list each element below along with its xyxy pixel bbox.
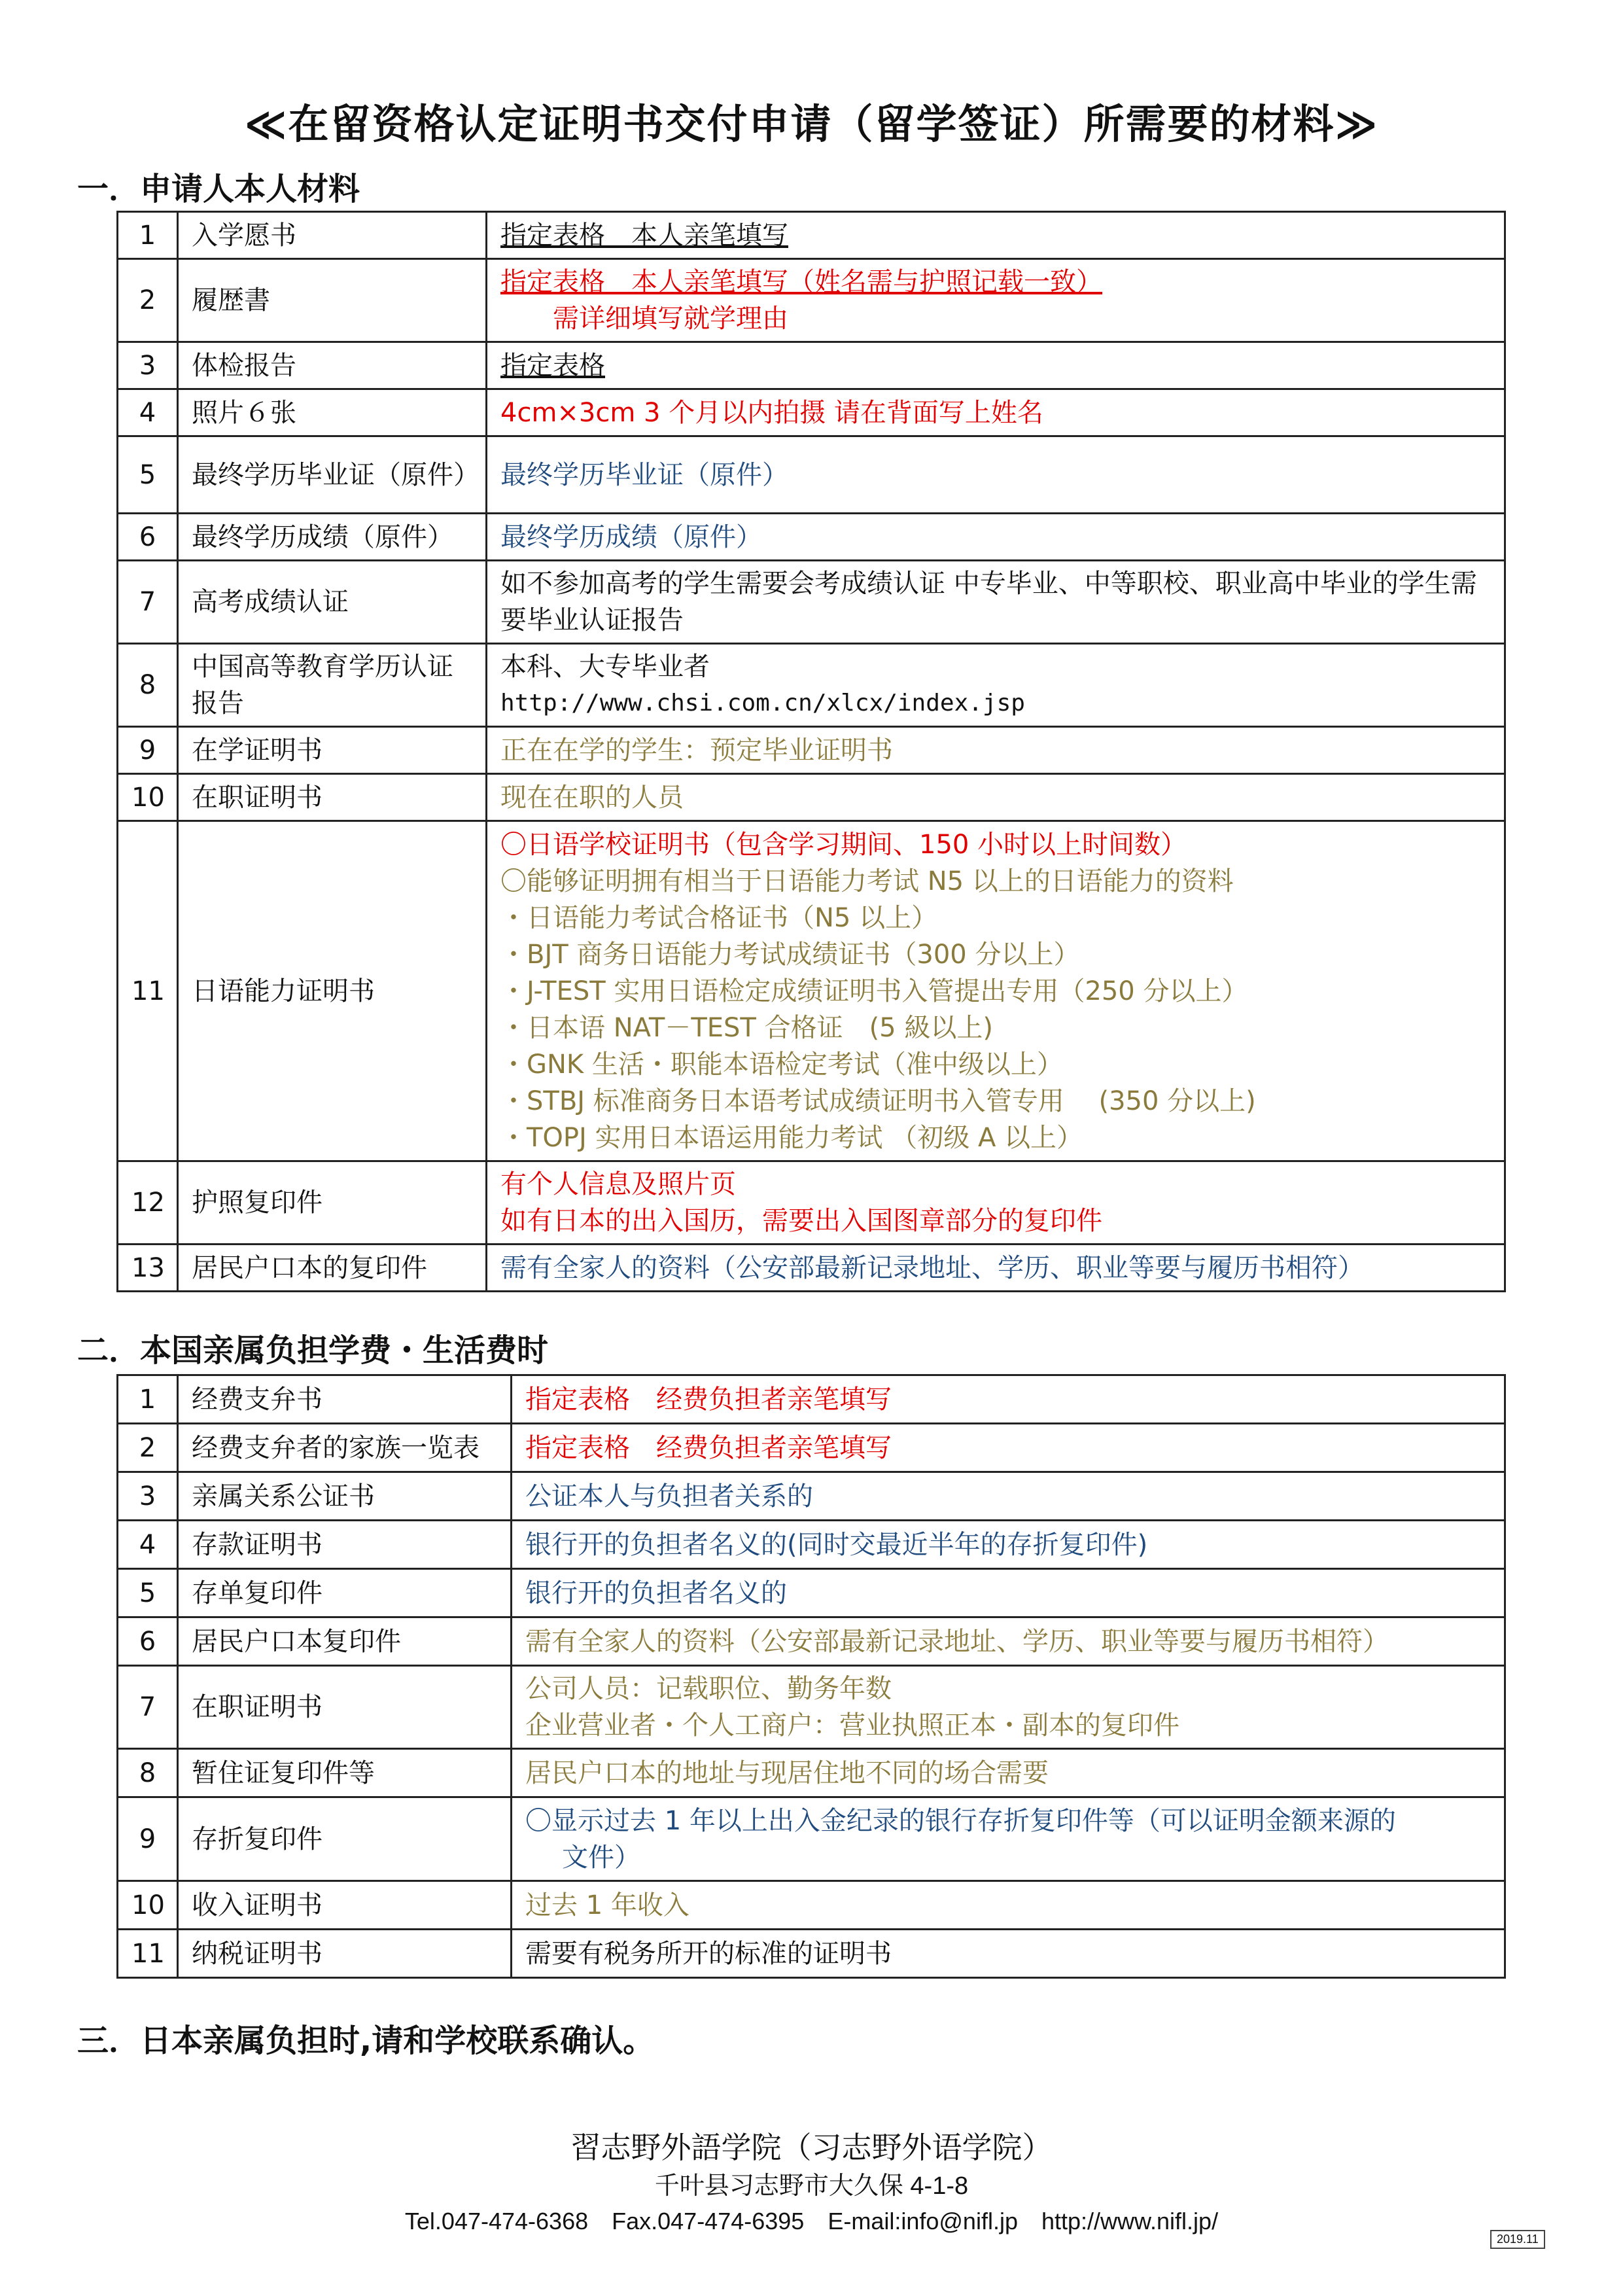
item-name: 在职证明书 <box>178 1666 512 1749</box>
table-row <box>118 1881 1505 1930</box>
school-address: 千叶县习志野市大久保 4-1-8 <box>654 2172 969 2200</box>
note-line: ・日本语 NAT－TEST 合格证 (5 級以上) <box>500 1012 993 1043</box>
item-note <box>512 1797 1505 1881</box>
note-line: 银行开的负担者名义的 <box>525 1578 787 1608</box>
row-number: 8 <box>118 1749 178 1797</box>
item-note <box>487 342 1505 389</box>
note-line: 指定表格 <box>500 350 605 381</box>
row-number: 13 <box>118 1245 178 1292</box>
school-contact: Tel.047-474-6368 Fax.047-474-6395 E-mail:info@nifl.jp http://www.nifl.jp/ <box>404 2208 1219 2234</box>
item-note <box>512 1569 1505 1617</box>
item-note <box>487 212 1505 259</box>
item-note <box>487 774 1505 821</box>
item-name: 居民户口本的复印件 <box>178 1245 487 1292</box>
school-name: 習志野外語学院（习志野外语学院） <box>570 2130 1053 2165</box>
row-number: 12 <box>118 1161 178 1245</box>
table-row <box>118 342 1505 389</box>
item-note <box>487 514 1505 561</box>
row-number: 7 <box>118 561 178 644</box>
item-name: 履歴書 <box>178 259 487 342</box>
item-note <box>512 1424 1505 1472</box>
item-name: 最终学历毕业证（原件） <box>178 436 487 514</box>
item-note <box>512 1881 1505 1930</box>
row-number: 4 <box>118 1521 178 1569</box>
note-line: 如有日本的出入国历，需要出入国图章部分的复印件 <box>500 1206 1102 1236</box>
note-line: ・J-TEST 实用日语检定成绩证明书入管提出专用（250 分以上） <box>500 976 1248 1006</box>
note-line: 现在在职的人员 <box>500 782 684 813</box>
table-row <box>118 821 1505 1161</box>
row-number: 11 <box>118 1930 178 1978</box>
item-name: 护照复印件 <box>178 1161 487 1245</box>
table-row <box>118 1569 1505 1617</box>
table-row <box>118 1521 1505 1569</box>
row-number: 3 <box>118 342 178 389</box>
note-line: 企业营业者・个人工商户：营业执照正本・副本的复印件 <box>525 1710 1179 1740</box>
item-name: 在学证明书 <box>178 727 487 774</box>
chsi-url-text: http://www.chsi.com.cn/xlcx/index.jsp <box>500 690 1025 716</box>
item-name: 高考成绩认证 <box>178 561 487 644</box>
section-3-heading: 三．日本亲属负担时,请和学校联系确认。 <box>77 2022 655 2059</box>
item-name: 存折复印件 <box>178 1797 512 1881</box>
table-row <box>118 1749 1505 1797</box>
item-note <box>512 1749 1505 1797</box>
note-line: 公证本人与负担者关系的 <box>525 1481 813 1511</box>
item-note <box>487 1161 1505 1245</box>
item-name: 收入证明书 <box>178 1881 512 1930</box>
section-1-heading: 一．申请人本人材料 <box>77 171 360 207</box>
item-note <box>512 1666 1505 1749</box>
table-row <box>118 514 1505 561</box>
note-line: 需详细填写就学理由 <box>553 304 788 334</box>
row-number: 7 <box>118 1666 178 1749</box>
table-row <box>118 1797 1505 1881</box>
note-line: 银行开的负担者名义的(同时交最近半年的存折复印件) <box>525 1529 1148 1560</box>
row-number: 9 <box>118 727 178 774</box>
item-name: 居民户口本复印件 <box>178 1617 512 1666</box>
item-name: 存款证明书 <box>178 1521 512 1569</box>
note-line: 公司人员：记载职位、勤务年数 <box>525 1674 892 1704</box>
table-row <box>118 774 1505 821</box>
item-note <box>512 1472 1505 1521</box>
table-row <box>118 1245 1505 1292</box>
item-note <box>487 561 1505 644</box>
date-stamp: 2019.11 <box>1490 2230 1545 2249</box>
note-line: ・GNK 生活・职能本语检定考试（准中级以上） <box>500 1049 1063 1080</box>
item-note <box>512 1521 1505 1569</box>
table-row <box>118 1472 1505 1521</box>
row-number: 1 <box>118 212 178 259</box>
item-name: 经费支弁书 <box>178 1375 512 1424</box>
table-row <box>118 259 1505 342</box>
row-number: 3 <box>118 1472 178 1521</box>
note-line: ・BJT 商务日语能力考试成绩证书（300 分以上） <box>500 939 1080 970</box>
note-line: 〇显示过去 1 年以上出入金纪录的银行存折复印件等（可以证明金额来源的 <box>525 1805 1396 1836</box>
item-note <box>512 1617 1505 1666</box>
item-name: 照片６张 <box>178 389 487 436</box>
item-name: 亲属关系公证书 <box>178 1472 512 1521</box>
note-line: 需有全家人的资料（公安部最新记录地址、学历、职业等要与履历书相符） <box>525 1626 1389 1657</box>
section-2-heading: 二．本国亲属负担学费・生活费时 <box>77 1332 549 1369</box>
note-line: 〇能够证明拥有相当于日语能力考试 N5 以上的日语能力的资料 <box>500 866 1234 896</box>
row-number: 5 <box>118 436 178 514</box>
table-row <box>118 644 1505 727</box>
row-number: 9 <box>118 1797 178 1881</box>
item-note <box>512 1375 1505 1424</box>
table-row <box>118 389 1505 436</box>
item-note <box>487 821 1505 1161</box>
row-number: 10 <box>118 774 178 821</box>
row-number: 2 <box>118 1424 178 1472</box>
note-line: 最终学历毕业证（原件） <box>500 459 788 490</box>
table-row <box>118 561 1505 644</box>
note-line: 文件） <box>562 1842 640 1873</box>
item-name: 经费支弁者的家族一览表 <box>178 1424 512 1472</box>
row-number: 6 <box>118 1617 178 1666</box>
table-row <box>118 1666 1505 1749</box>
note-line: 需有全家人的资料（公安部最新记录地址、学历、职业等要与履历书相符） <box>500 1252 1364 1283</box>
table-row <box>118 1375 1505 1424</box>
table-row <box>118 727 1505 774</box>
note-line: ・STBJ 标准商务日本语考试成绩证明书入管专用 (350 分以上) <box>500 1086 1256 1116</box>
page-title: ≪在留资格认定证明书交付申请（留学签证）所需要的材料≫ <box>244 100 1379 148</box>
item-note <box>512 1930 1505 1978</box>
item-note <box>487 644 1505 727</box>
note-line: 4cm×3cm 3 个月以内拍摄 请在背面写上姓名 <box>500 397 1043 428</box>
row-number: 11 <box>118 821 178 1161</box>
note-line: 如不参加高考的学生需要会考成绩认证 中专毕业、中等职校、职业高中毕业的学生需要毕业认证报告 <box>500 569 1477 635</box>
note-line: 本科、大专毕业者 <box>500 652 710 682</box>
item-name: 存单复印件 <box>178 1569 512 1617</box>
item-name: 中国高等教育学历认证报告 <box>178 644 487 727</box>
item-note <box>487 259 1505 342</box>
item-name: 纳税证明书 <box>178 1930 512 1978</box>
row-number: 4 <box>118 389 178 436</box>
row-number: 1 <box>118 1375 178 1424</box>
table-row <box>118 1161 1505 1245</box>
note-line: 正在在学的学生：预定毕业证明书 <box>500 735 893 766</box>
note-line: ・TOPJ 实用日本语运用能力考试 （初级 A 以上） <box>500 1122 1083 1153</box>
row-number: 8 <box>118 644 178 727</box>
note-line: 指定表格 本人亲笔填写（姓名需与护照记载一致） <box>500 267 1102 297</box>
note-line: 过去 1 年收入 <box>525 1890 689 1920</box>
note-line: ・日语能力考试合格证书（N5 以上） <box>500 902 938 933</box>
row-number: 2 <box>118 259 178 342</box>
table-row <box>118 1424 1505 1472</box>
item-name: 入学愿书 <box>178 212 487 259</box>
item-name: 暂住证复印件等 <box>178 1749 512 1797</box>
item-note <box>487 1245 1505 1292</box>
item-name: 日语能力证明书 <box>178 821 487 1161</box>
note-line: 指定表格 本人亲笔填写 <box>500 220 788 251</box>
note-line: 指定表格 经费负担者亲笔填写 <box>525 1384 892 1415</box>
note-line: 居民户口本的地址与现居住地不同的场合需要 <box>525 1757 1049 1788</box>
footer <box>0 2127 1623 2239</box>
table-row <box>118 212 1505 259</box>
table-row <box>118 1617 1505 1666</box>
item-note <box>487 436 1505 514</box>
item-name: 体检报告 <box>178 342 487 389</box>
sponsor-materials-table <box>116 1374 1506 1979</box>
table-row <box>118 1930 1505 1978</box>
item-note <box>487 727 1505 774</box>
applicant-materials-table <box>116 211 1506 1292</box>
row-number: 5 <box>118 1569 178 1617</box>
item-note <box>487 389 1505 436</box>
item-name: 在职证明书 <box>178 774 487 821</box>
note-line: 需要有税务所开的标准的证明书 <box>525 1938 892 1969</box>
note-line: 指定表格 经费负担者亲笔填写 <box>525 1432 892 1463</box>
note-line: 最终学历成绩（原件） <box>500 521 762 552</box>
row-number: 6 <box>118 514 178 561</box>
item-name: 最终学历成绩（原件） <box>178 514 487 561</box>
note-line: 有个人信息及照片页 <box>500 1169 736 1199</box>
note-line: 〇日语学校证明书（包含学习期间、150 小时以上时间数） <box>500 829 1187 860</box>
table-row <box>118 436 1505 514</box>
row-number: 10 <box>118 1881 178 1930</box>
